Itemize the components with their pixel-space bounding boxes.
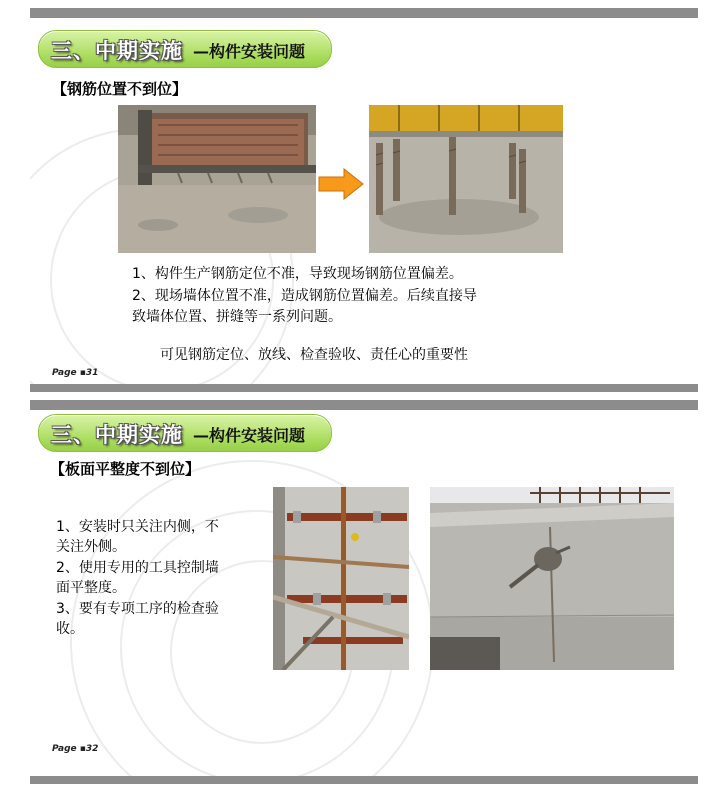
body-text-line: 致墙体位置、拼缝等一系列问题。 — [132, 309, 342, 325]
right-arrow-icon — [318, 168, 364, 204]
conclusion-text: 可见钢筋定位、放线、检查验收、责任心的重要性 — [160, 347, 468, 363]
precast-formwork-photo — [118, 105, 316, 253]
body-text-line: 1、构件生产钢筋定位不准，导致现场钢筋位置偏差。 — [132, 266, 463, 282]
body-text-line: 2、现场墙体位置不准，造成钢筋位置偏差。后续直接导 — [132, 288, 477, 304]
body-text-line: 收。 — [56, 621, 84, 637]
top-bar — [30, 400, 698, 410]
bottom-bar — [30, 776, 698, 784]
title-sub: —构件安装问题 — [193, 426, 306, 445]
page-number: Page ▪32 — [52, 744, 99, 754]
slide-page-31 — [30, 8, 698, 392]
panel-surface-photo — [430, 487, 674, 670]
title-main: 三、中期实施 — [51, 39, 183, 63]
body-text-line: 2、使用专用的工具控制墙 — [56, 560, 219, 576]
title-sub: —构件安装问题 — [193, 42, 306, 61]
title-main: 三、中期实施 — [51, 423, 183, 447]
section-heading: 【板面平整度不到位】 — [50, 460, 201, 478]
body-text-line: 关注外侧。 — [56, 539, 126, 555]
bottom-bar — [30, 384, 698, 392]
page-number: Page ▪31 — [52, 368, 99, 378]
top-bar — [30, 8, 698, 18]
rebar-stubs-photo — [369, 105, 563, 253]
slide-title-banner — [38, 414, 332, 452]
section-heading: 【钢筋位置不到位】 — [52, 80, 188, 98]
body-text-line: 1、安装时只关注内侧，不 — [56, 519, 219, 535]
wall-bracing-photo — [273, 487, 409, 670]
slide-page-32 — [30, 400, 698, 784]
body-text-line: 3、要有专项工序的检查验 — [56, 601, 219, 617]
body-text-line: 面平整度。 — [56, 580, 126, 596]
slide-title-banner — [38, 30, 332, 68]
